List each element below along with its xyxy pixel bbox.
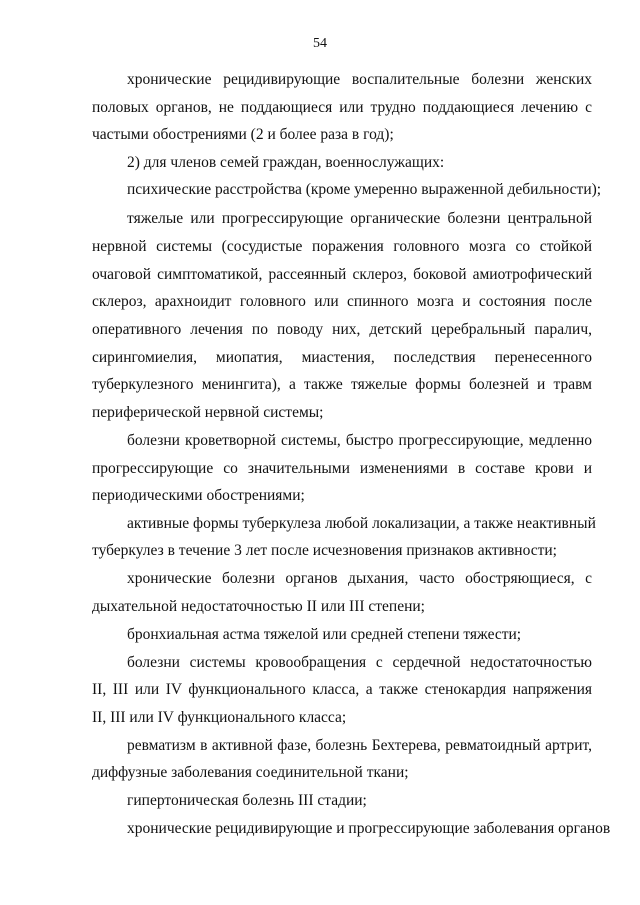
text-line: периодическими обострениями;: [92, 487, 305, 504]
text-line: болезни кроветворной системы, быстро прогрессирующие, медленно: [127, 432, 592, 449]
text-line: болезни системы кровообращения с сердечной недостаточностью: [127, 654, 592, 671]
text-line: сирингомиелия, миопатия, миастения, последствия перенесенного: [92, 349, 592, 366]
text-line: тяжелые или прогрессирующие органические болезни центральной: [127, 210, 592, 227]
text-line: активные формы туберкулеза любой локализации, а также неактивный: [127, 515, 596, 532]
text-line: частыми обострениями (2 и более раза в год);: [92, 126, 394, 143]
text-line: нервной системы (сосудистые поражения головного мозга со стойкой: [92, 238, 592, 255]
text-line: дыхательной недостаточностью II или III степени;: [92, 598, 425, 615]
text-line: 2) для членов семей граждан, военнослужащих:: [127, 154, 445, 171]
text-line: туберкулез в течение 3 лет после исчезновения признаков активности;: [92, 542, 557, 559]
text-line: диффузные заболевания соединительной ткани;: [92, 764, 409, 781]
text-line: II, III или IV функционального класса;: [92, 709, 347, 726]
text-line: хронические рецидивирующие и прогрессирующие заболевания органов: [127, 820, 611, 837]
text-line: прогрессирующие со значительными изменениями в составе крови и: [92, 460, 592, 477]
text-line: хронические рецидивирующие воспалительные болезни женских: [127, 71, 592, 88]
text-line: гипертоническая болезнь III стадии;: [127, 792, 367, 809]
text-line: туберкулезного менингита), а также тяжелые формы болезней и травм: [92, 376, 592, 393]
text-line: ревматизм в активной фазе, болезнь Бехтерева, ревматоидный артрит,: [127, 737, 592, 754]
text-line: склероз, арахноидит головного или спинного мозга и состояния после: [92, 293, 592, 310]
text-line: очаговой симптоматикой, рассеянный склероз, боковой амиотрофический: [92, 266, 592, 283]
text-line: половых органов, не поддающиеся или трудно поддающиеся лечению с: [92, 99, 592, 116]
text-line: хронические болезни органов дыхания, часто обостряющиеся, с: [127, 570, 592, 587]
text-line: периферической нервной системы;: [92, 404, 324, 421]
page-number: 54: [313, 36, 327, 51]
text-line: оперативного лечения по поводу них, детский церебральный паралич,: [92, 321, 592, 338]
text-line: бронхиальная астма тяжелой или средней степени тяжести;: [127, 626, 522, 643]
text-line: психические расстройства (кроме умеренно выраженной дебильности);: [127, 181, 602, 198]
text-line: II, III или IV функционального класса, а также стенокардия напряжения: [92, 681, 592, 698]
